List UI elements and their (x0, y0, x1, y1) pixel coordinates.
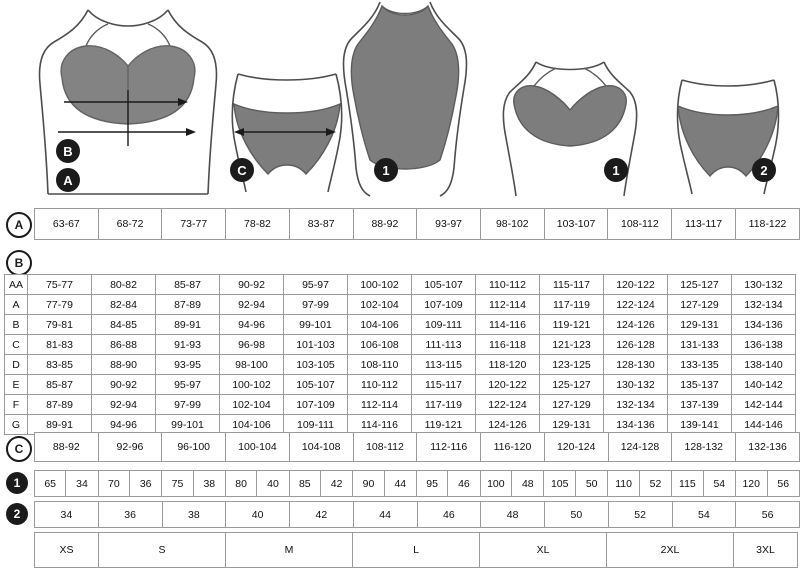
marker-c: C (230, 158, 254, 182)
cell-1-6: 80 (225, 471, 256, 497)
cell-b1-8: 117-119 (540, 295, 604, 315)
cell-b0-11: 130-132 (732, 275, 796, 295)
cup-header-3: C (5, 335, 28, 355)
cell-b2-8: 119-121 (540, 315, 604, 335)
cell-b1-9: 122-124 (604, 295, 668, 315)
row-a-table (34, 208, 800, 240)
cell-b7-10: 139-141 (668, 415, 732, 435)
marker-2: 2 (752, 158, 776, 182)
cell-2-6: 46 (417, 502, 481, 528)
cell-2-11: 56 (736, 502, 800, 528)
cell-b1-0: 77-79 (28, 295, 92, 315)
cell-b3-1: 86-88 (92, 335, 156, 355)
cell-b6-6: 117-119 (412, 395, 476, 415)
cell-1-1: 34 (66, 471, 98, 497)
cell-b5-3: 100-102 (220, 375, 284, 395)
cell-b4-9: 128-130 (604, 355, 668, 375)
table-2 (34, 501, 800, 528)
size-s: S (99, 533, 226, 568)
row-label-c: C (6, 436, 32, 462)
cell-c-8: 120-124 (544, 433, 608, 462)
cell-1-14: 100 (480, 471, 512, 497)
cell-b2-1: 84-85 (92, 315, 156, 335)
row-sizes-table (34, 532, 798, 568)
cup-header-4: D (5, 355, 28, 375)
cell-b0-7: 110-112 (476, 275, 540, 295)
cell-1-17: 50 (576, 471, 608, 497)
table-row (35, 209, 800, 240)
cell-1-5: 38 (193, 471, 225, 497)
cell-b0-10: 125-127 (668, 275, 732, 295)
cell-b2-9: 124-126 (604, 315, 668, 335)
cell-a-10: 113-117 (672, 209, 736, 240)
cell-1-20: 115 (672, 471, 704, 497)
cell-b3-5: 106-108 (348, 335, 412, 355)
cell-b6-11: 142-144 (732, 395, 796, 415)
cell-a-3: 78-82 (226, 209, 290, 240)
cell-b5-7: 120-122 (476, 375, 540, 395)
cell-1-2: 70 (98, 471, 129, 497)
cell-a-11: 118-122 (736, 209, 800, 240)
cell-b7-3: 104-106 (220, 415, 284, 435)
cell-b0-1: 80-82 (92, 275, 156, 295)
cell-a-5: 88-92 (353, 209, 417, 240)
cup-header-6: F (5, 395, 28, 415)
cell-b1-11: 132-134 (732, 295, 796, 315)
cell-b1-2: 87-89 (156, 295, 220, 315)
cell-b6-7: 122-124 (476, 395, 540, 415)
cell-1-19: 52 (639, 471, 671, 497)
cell-b3-10: 131-133 (668, 335, 732, 355)
cell-b5-5: 110-112 (348, 375, 412, 395)
figure-bodysuit (340, 0, 470, 198)
cell-1-7: 40 (257, 471, 289, 497)
cell-b2-3: 94-96 (220, 315, 284, 335)
cell-b0-6: 105-107 (412, 275, 476, 295)
cell-b5-11: 140-142 (732, 375, 796, 395)
cell-b6-2: 97-99 (156, 395, 220, 415)
cell-b4-3: 98-100 (220, 355, 284, 375)
size-2xl: 2XL (607, 533, 734, 568)
cell-1-11: 44 (384, 471, 416, 497)
cell-b6-8: 127-129 (540, 395, 604, 415)
cell-a-4: 83-87 (289, 209, 353, 240)
size-xs: XS (35, 533, 99, 568)
table-row (5, 315, 796, 335)
cell-c-3: 100-104 (226, 433, 290, 462)
cell-b7-2: 99-101 (156, 415, 220, 435)
cell-b4-2: 93-95 (156, 355, 220, 375)
cell-2-4: 42 (290, 502, 354, 528)
cell-1-3: 36 (130, 471, 162, 497)
table-row (5, 295, 796, 315)
cell-b5-2: 95-97 (156, 375, 220, 395)
size-xl: XL (480, 533, 607, 568)
row-label-1: 1 (6, 472, 28, 494)
cell-b0-3: 90-92 (220, 275, 284, 295)
cell-1-15: 48 (512, 471, 544, 497)
cell-b5-4: 105-107 (284, 375, 348, 395)
cell-b1-3: 92-94 (220, 295, 284, 315)
row-c-table (34, 432, 800, 462)
cell-c-2: 96-100 (162, 433, 226, 462)
cell-2-8: 50 (545, 502, 609, 528)
cell-a-9: 108-112 (608, 209, 672, 240)
row-1-table (34, 470, 800, 497)
cell-1-23: 56 (767, 471, 799, 497)
cup-header-1: A (5, 295, 28, 315)
cell-b1-4: 97-99 (284, 295, 348, 315)
table-1 (34, 470, 800, 497)
row-label-a: A (6, 212, 32, 238)
cell-a-2: 73-77 (162, 209, 226, 240)
cell-b3-9: 126-128 (604, 335, 668, 355)
size-m: M (226, 533, 353, 568)
size-l: L (353, 533, 480, 568)
cell-a-8: 103-107 (544, 209, 608, 240)
cell-b5-6: 115-117 (412, 375, 476, 395)
marker-a: A (56, 168, 80, 192)
cell-b3-6: 111-113 (412, 335, 476, 355)
marker-1-bra: 1 (604, 158, 628, 182)
cell-1-18: 110 (608, 471, 640, 497)
row-label-b: B (6, 250, 32, 276)
row-label-2: 2 (6, 503, 28, 525)
cell-2-7: 48 (481, 502, 545, 528)
cell-b3-0: 81-83 (28, 335, 92, 355)
table-row (5, 335, 796, 355)
cell-1-21: 54 (703, 471, 735, 497)
cell-b2-0: 79-81 (28, 315, 92, 335)
cell-b5-1: 90-92 (92, 375, 156, 395)
cell-2-10: 54 (672, 502, 736, 528)
cell-b6-4: 107-109 (284, 395, 348, 415)
table-row (35, 533, 798, 568)
table-row (35, 433, 800, 462)
cell-b2-6: 109-111 (412, 315, 476, 335)
table-row (35, 471, 800, 497)
cup-header-2: B (5, 315, 28, 335)
cell-b6-0: 87-89 (28, 395, 92, 415)
table-row (5, 375, 796, 395)
marker-1-bodysuit: 1 (374, 158, 398, 182)
cell-c-7: 116-120 (481, 433, 545, 462)
cell-b1-5: 102-104 (348, 295, 412, 315)
cell-b3-8: 121-123 (540, 335, 604, 355)
figure-bra-front (28, 4, 228, 200)
cell-a-1: 68-72 (98, 209, 162, 240)
cell-b1-10: 127-129 (668, 295, 732, 315)
table-b (4, 274, 796, 435)
cell-b6-3: 102-104 (220, 395, 284, 415)
cell-b3-3: 96-98 (220, 335, 284, 355)
cell-b7-7: 124-126 (476, 415, 540, 435)
cell-b7-1: 94-96 (92, 415, 156, 435)
cell-b7-4: 109-111 (284, 415, 348, 435)
cell-b5-10: 135-137 (668, 375, 732, 395)
cup-header-5: E (5, 375, 28, 395)
cell-b1-7: 112-114 (476, 295, 540, 315)
cell-2-3: 40 (226, 502, 290, 528)
cell-1-12: 95 (416, 471, 447, 497)
cell-a-6: 93-97 (417, 209, 481, 240)
cell-a-7: 98-102 (480, 209, 544, 240)
cell-2-2: 38 (162, 502, 226, 528)
cell-b3-11: 136-138 (732, 335, 796, 355)
cell-b3-4: 101-103 (284, 335, 348, 355)
cell-c-4: 104-108 (289, 433, 353, 462)
cell-b1-6: 107-109 (412, 295, 476, 315)
cell-1-10: 90 (353, 471, 384, 497)
cell-b4-0: 83-85 (28, 355, 92, 375)
cell-1-4: 75 (162, 471, 193, 497)
table-sizes (34, 532, 798, 568)
cell-b2-5: 104-106 (348, 315, 412, 335)
cell-b0-8: 115-117 (540, 275, 604, 295)
cell-b0-5: 100-102 (348, 275, 412, 295)
table-c (34, 432, 800, 462)
cell-1-0: 65 (35, 471, 66, 497)
cell-b7-9: 134-136 (604, 415, 668, 435)
table-row (5, 355, 796, 375)
cell-b4-10: 133-135 (668, 355, 732, 375)
cell-b5-0: 85-87 (28, 375, 92, 395)
cell-b5-8: 125-127 (540, 375, 604, 395)
cell-b4-6: 113-115 (412, 355, 476, 375)
cell-b7-8: 129-131 (540, 415, 604, 435)
cell-b4-8: 123-125 (540, 355, 604, 375)
cell-b1-1: 82-84 (92, 295, 156, 315)
row-b-table (4, 274, 796, 435)
cell-b4-4: 103-105 (284, 355, 348, 375)
cell-1-22: 120 (735, 471, 767, 497)
cell-b6-9: 132-134 (604, 395, 668, 415)
cup-header-0: AA (5, 275, 28, 295)
cell-b7-0: 89-91 (28, 415, 92, 435)
cell-b5-9: 130-132 (604, 375, 668, 395)
cell-b2-7: 114-116 (476, 315, 540, 335)
cell-b2-4: 99-101 (284, 315, 348, 335)
table-a (34, 208, 800, 240)
cell-b4-5: 108-110 (348, 355, 412, 375)
cell-c-6: 112-116 (417, 433, 481, 462)
cell-1-8: 85 (289, 471, 320, 497)
cell-b0-4: 95-97 (284, 275, 348, 295)
cell-1-16: 105 (544, 471, 576, 497)
cell-b0-9: 120-122 (604, 275, 668, 295)
cell-c-9: 124-128 (608, 433, 672, 462)
illustration-area (0, 0, 800, 200)
table-row (5, 275, 796, 295)
cup-header-7: G (5, 415, 28, 435)
cell-c-0: 88-92 (35, 433, 99, 462)
cell-b6-10: 137-139 (668, 395, 732, 415)
cell-b7-5: 114-116 (348, 415, 412, 435)
cell-2-0: 34 (35, 502, 99, 528)
cell-b0-0: 75-77 (28, 275, 92, 295)
table-row (5, 395, 796, 415)
cell-b3-7: 116-118 (476, 335, 540, 355)
marker-b: B (56, 139, 80, 163)
row-2-table (34, 501, 800, 528)
cell-b7-6: 119-121 (412, 415, 476, 435)
cell-2-5: 44 (353, 502, 417, 528)
cell-2-9: 52 (608, 502, 672, 528)
cell-c-5: 108-112 (353, 433, 417, 462)
cell-1-9: 42 (320, 471, 352, 497)
cell-1-13: 46 (448, 471, 480, 497)
cell-b3-2: 91-93 (156, 335, 220, 355)
cell-b6-1: 92-94 (92, 395, 156, 415)
table-row (35, 502, 800, 528)
cell-b2-11: 134-136 (732, 315, 796, 335)
cell-b4-11: 138-140 (732, 355, 796, 375)
cell-b0-2: 85-87 (156, 275, 220, 295)
cell-a-0: 63-67 (35, 209, 99, 240)
cell-2-1: 36 (98, 502, 162, 528)
cell-c-1: 92-96 (98, 433, 162, 462)
cell-b4-7: 118-120 (476, 355, 540, 375)
cell-b2-2: 89-91 (156, 315, 220, 335)
cell-b4-1: 88-90 (92, 355, 156, 375)
cell-c-11: 132-136 (736, 433, 800, 462)
cell-b7-11: 144-146 (732, 415, 796, 435)
cell-b2-10: 129-131 (668, 315, 732, 335)
cell-b6-5: 112-114 (348, 395, 412, 415)
size-3xl: 3XL (734, 533, 798, 568)
cell-c-10: 128-132 (672, 433, 736, 462)
